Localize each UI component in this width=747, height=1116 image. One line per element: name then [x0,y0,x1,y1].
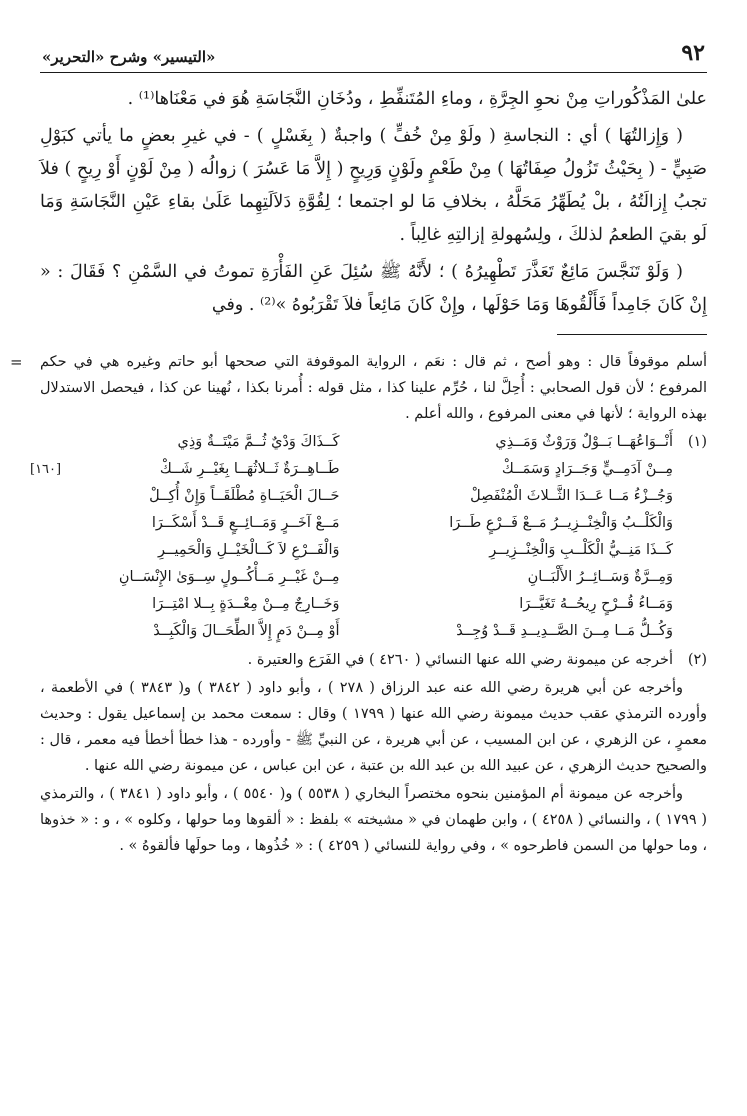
hemistich-left: أَوْ مِــنْ دَمٍ إِلاَّ الطِّحَــالَ وَالْكَبِــدْ [153,623,340,639]
poem-verse [40,564,673,591]
hemistich-right: وَمَــاءُ قُــرْحٍ رِيحُــهُ تَغَيَّــرَا [519,596,673,612]
hemistich-right: وَكُــلُّ مَــا مِــنَ الصَّــدِيــدِ قَــدْ وُجِــدْ [456,623,673,639]
footnotes [10,349,707,859]
poem-verse [40,591,673,618]
footnote-paragraph: وأخرجه عن أبي هريرة رضي الله عنه عبد الرزاق ( ٢٧٨ ) ، وأبو داود ( ٣٨٤٢ ) و( ٣٨٤٣ ) في الأطعمة ، وأورده الترمذي عقب حديث ميمونة رضي الله عنها ( ١٧٩٩ ) وقال : سمعت محمد بن إسماعيل يقول : وحديث معمرٍ ، عن الزهري ، عن ابن المسيب ، عن أبي هريرة ، عن النبيِّ ﷺ - وأورده - هذا خطأ أخطأ فيه معمر ، قال : والصحيح حديث الزهري ، عن عبيد الله بن عبد الله بن عتبة ، عن ابن عباس ، عن ميمونة رضي الله عنها . [40,680,707,774]
poem-verse [40,537,673,564]
poem-verse [40,510,673,537]
footnote-text: أخرجه عن ميمونة رضي الله عنها النسائي ( ٤٢٦٠ ) في الفَرَع والعتيرة . [247,652,673,668]
hemistich-right: أَنْــوَاعُهَــا بَــوْلٌ وَرَوْثٌ وَمَــذِي [495,434,673,450]
running-title: «التيسير» وشرح «التحرير» [42,48,216,66]
hemistich-left: طَــاهِــرَةٌ ثَــلاثُهَــا بِغَيْــرِ شَــكْ [159,461,340,477]
continuation-marker: = [10,353,23,371]
hemistich-right: وَجُــزْءُ مَــا عَــدَا الثَّــلاثَ الْمُنْفَصِلْ [470,488,673,504]
hemistich-left: كَــذَاكَ وَدْيٌ ثُــمَّ مَيْتَــةٌ وَذِي [177,434,340,450]
hemistich-left: وَالْفَــرْعِ لاَ كَــالْخَيْــلِ وَالْحَمِيــرِ [157,542,340,558]
poem-verse [40,618,673,645]
book-page [10,40,707,1090]
hemistich-left: مَــعْ آخَــرٍ وَمَــائِــعٍ قَــدْ أَسْكَــرَا [151,515,340,531]
footnote-2 [40,647,707,673]
poem-verse [30,456,673,483]
verse-number: [١٦٠] [30,462,62,477]
page-number: ٩٢ [681,40,705,66]
poem-verse [40,429,673,456]
footnote-continuation [10,349,707,427]
hemistich-right: مِــنْ آدَمِــيٍّ وَجَــرَادٍ وَسَمَــكْ [501,461,673,477]
hemistich-right: وَمِــرَّةٌ وَسَــائِــرُ الأَلْبَــانِ [527,569,673,585]
page-header [40,40,707,73]
footnote-paragraph: وأخرجه عن ميمونة أم المؤمنين بنحوه مختصراً البخاري ( ٥٥٣٨ ) و( ٥٥٤٠ ) ، وأبو داود ( ٣٨٤١ ) ، والترمذي ( ١٧٩٩ ) ، والنسائي ( ٤٢٥٨ ) ، وابن طهمان في « مشيخته » بلفظ : « ألقوها وما حولها ، وكلوه » ، و : « خذوها ، وما حولها من السمن فاطرحوه » ، وفي رواية للنسائي ( ٤٢٥٩ ) : « خُذُوها ، وما حولَها فألقوهُ » . [40,786,707,854]
main-paragraph: علىٰ المَذْكُوراتِ مِنْ نحوِ الجِرَّةِ ، وماءِ المُتَنفِّطِ ، ودُخَانِ النَّجَاسَةِ هُوَ في مَعْنَاها⁽¹⁾ . [127,89,707,109]
hemistich-right: وَالْكَلْــبُ وَالْخِنْــزِيــرُ مَــعْ فَــرْعٍ طَــرَا [449,515,673,531]
poem-verse [40,483,673,510]
main-paragraph: ( وَإِزالتُهَا ) أي : النجاسةِ ( ولَوْ مِنْ خُفٍّ ) واجبةٌ ( بِغَسْلٍ ) - في غيرِ بعضٍ ما يأتي كبَوْلِ صَبِيٍّ - ( بِحَيْثُ تَزُولُ صِفَاتُهَا ) مِنْ طَعْمٍ ولَوْنٍ وَرِيحٍ ( إِلاَّ مَا عَسُرَ ) زوالُه ( مِنْ لَوْنٍ أَوْ رِيحٍ ) فلاَ تجبُ إِزالَتُهُ ، بلْ يُطَهِّرُ مَحَلَّهُ ، بخلافِ مَا لو اجتمعا ؛ لِقُوَّةِ دَلاَلَتِهِما عَلَىٰ بقاءِ عَيْنِ النَّجَاسَةِ وَمَا لَو بقيَ الطعمُ لذلكَ ، ولِسُهولةِ إزالتِهِ غالِباً . [40,126,707,245]
continuation-text: أسلم موقوفاً قال : وهو أصح ، ثم قال : نعَم ، الرواية الموقوفة التي صححها أبو حاتم وغيره هي في حكم المرفوع ؛ لأن قول الصحابي : أُحِلَّ لنا ، حُرِّم علينا كذا ، مثل قوله : أُمرنا بكذا ، نُهينا عن كذا ، فيحصل الاستدلال بهذه الرواية ؛ لأنها في معنى المرفوع ، والله أعلم . [40,354,707,422]
main-text [40,83,707,322]
hemistich-right: كَــذَا مَنِــيُّ الْكَلْــبِ وَالْخِنْــزِيــرِ [489,542,673,558]
footnote-number: (١) [687,434,707,450]
hemistich-left: حَــالَ الْحَيَــاةِ مُطْلَقَــاً وَإِنْ أُكِــلْ [149,488,340,504]
footnote-number: (٢) [687,652,707,668]
footnote-1 [30,429,707,645]
footnote-separator [557,334,707,335]
hemistich-left: مِــنْ غَيْــرِ مَــأْكُــولٍ سِــوَىٰ الإِنْسَــانِ [118,569,340,585]
poem [30,429,673,645]
main-paragraph: ( وَلَوْ تَنَجَّسَ مَائِعٌ تَعَذَّرَ تَطْهِيرُهُ ) ؛ لأَنَّهُ ﷺ سُئِلَ عَنِ الفَأْرَةِ تموتُ في السَّمْنِ ؟ فَقَالَ : « إِنْ كَانَ جَامِداً فَأَلْقُوهَا وَمَا حَوْلَها ، وإِنْ كَانَ مَائِعاً فلاَ تَقْرَبُوهُ »⁽²⁾ . وفي [40,262,707,315]
hemistich-left: وَخَــارِجٌ مِــنْ مِعْــدَةٍ بِــلا امْتِــرَا [152,596,340,612]
